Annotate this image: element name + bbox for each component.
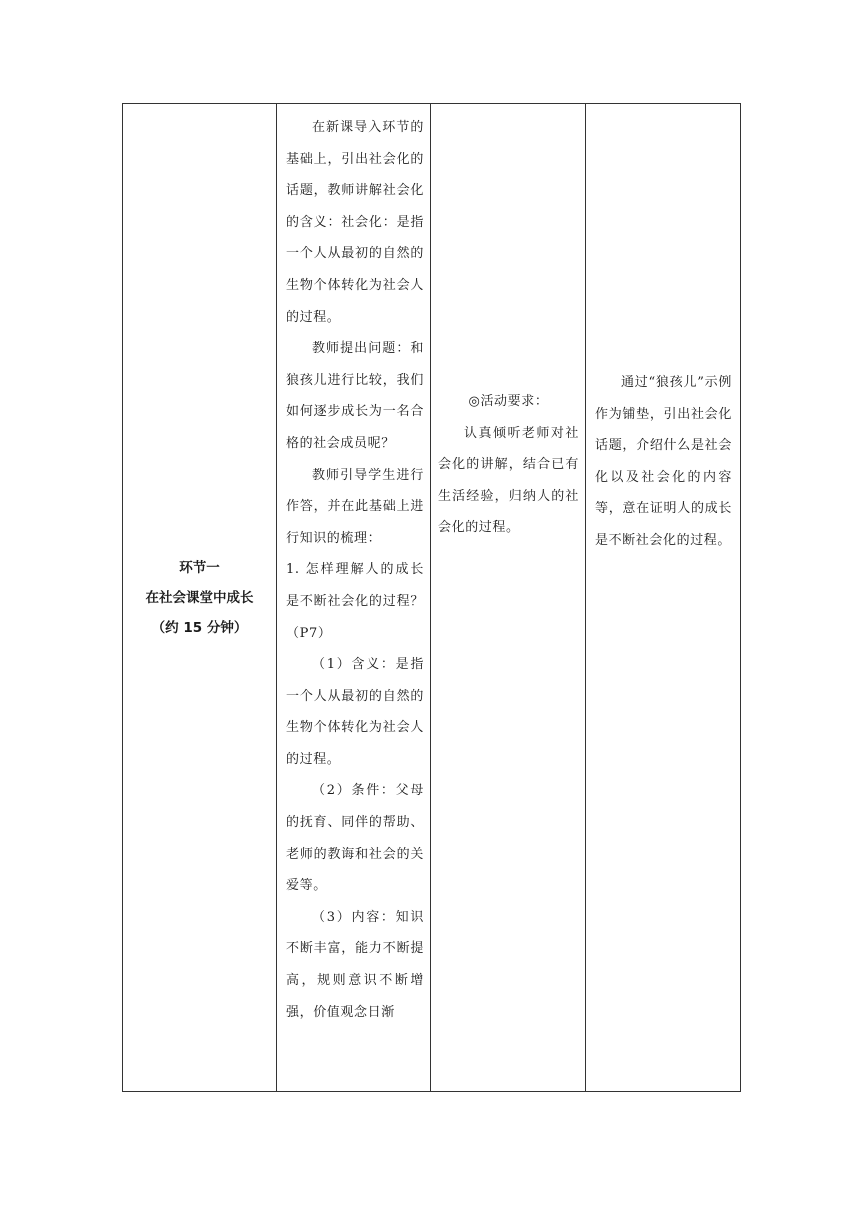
student-activity-cell [431, 104, 586, 1092]
teacher-paragraph: 教师提出问题：和狼孩儿进行比较，我们如何逐步成长为一名合格的社会成员呢？ [286, 341, 424, 451]
stage-heading [123, 553, 276, 643]
stage-cell [123, 104, 277, 1092]
activity-requirement-title: ◎活动要求： [468, 394, 549, 409]
teacher-paragraph: 在新课导入环节的基础上，引出社会化的话题，教师讲解社会化的含义：社会化：是指一个人从最初的自然的生物个体转化为社会人的过程。 [286, 120, 424, 325]
student-activity-text [431, 104, 585, 544]
knowledge-point-heading: 1. 怎样理解人的成长是不断社会化的过程？（P7） [286, 562, 424, 641]
knowledge-point: （1）含义：是指一个人从最初的自然的生物个体转化为社会人的过程。 [286, 657, 424, 767]
table-row [123, 104, 741, 1092]
lesson-plan-table [122, 103, 741, 1092]
knowledge-point: （3）内容：知识不断丰富，能力不断提高，规则意识不断增强，价值观念日渐 [286, 909, 424, 1020]
knowledge-point: （2）条件：父母的抚育、同伴的帮助、老师的教诲和社会的关爱等。 [286, 783, 424, 894]
teacher-activity-cell [277, 104, 431, 1092]
teacher-activity-text [277, 104, 430, 1091]
design-intent-text [586, 104, 740, 556]
design-intent-cell [586, 104, 741, 1092]
design-intent-body: 通过“狼孩儿”示例作为铺垫，引出社会化话题，介绍什么是社会化以及社会化的内容等，意在证明人的成长是不断社会化的过程。 [595, 375, 732, 548]
stage-duration: （约 15 分钟） [151, 619, 248, 636]
stage-title: 在社会课堂中成长 [145, 589, 254, 606]
teacher-paragraph: 教师引导学生进行作答，并在此基础上进行知识的梳理： [286, 467, 424, 546]
stage-name: 环节一 [179, 559, 220, 576]
activity-requirement-body: 认真倾听老师对社会化的讲解，结合已有生活经验，归纳人的社会化的过程。 [438, 425, 579, 535]
